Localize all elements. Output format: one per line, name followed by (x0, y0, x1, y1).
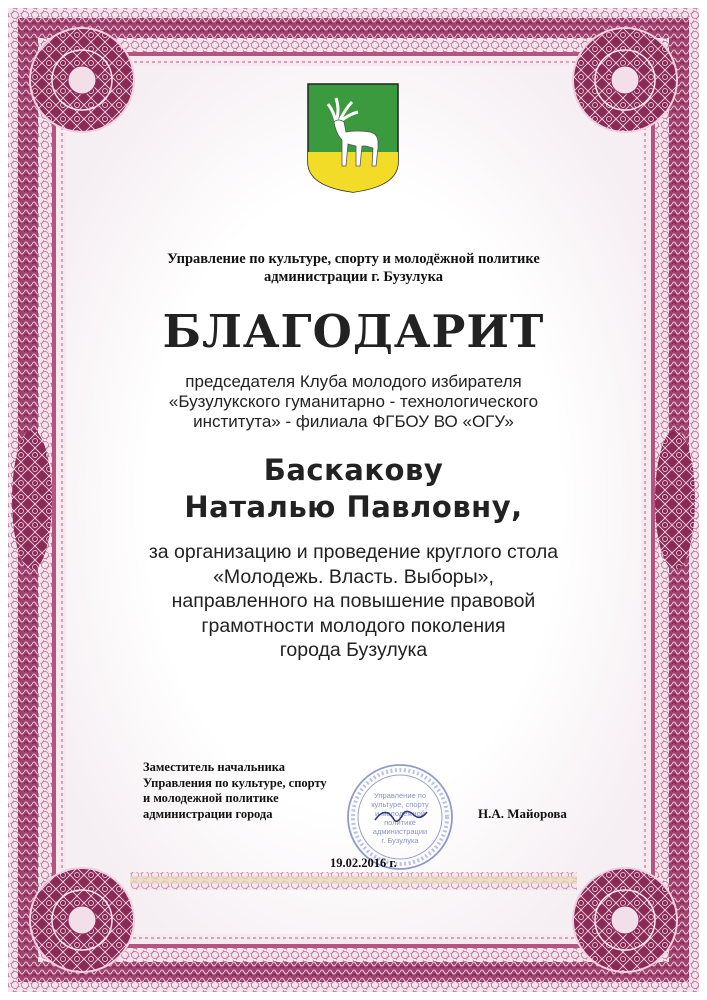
corner-rosette-top-left (30, 28, 134, 132)
coat-of-arms (306, 82, 400, 194)
stamp-text: культуре, спорту (371, 800, 429, 809)
reason-line: направленного на повышение правовой (171, 590, 536, 612)
signer-name: Н.А. Майорова (478, 806, 567, 821)
issue-date: 19.02.2016 г. (330, 856, 397, 870)
corner-rosette-top-right (573, 28, 677, 132)
signer-line: и молодежной политике (143, 791, 279, 805)
stamp-text: г. Бузулука (381, 836, 419, 845)
reason-line: за организацию и проведение круглого стола (148, 541, 559, 563)
signer-title (143, 760, 327, 822)
recipient-name (100, 452, 607, 526)
award-reason (110, 540, 597, 663)
side-medallion-left (12, 430, 52, 570)
reason-line: города Бузулука (279, 639, 428, 661)
stamp-text: Управление по (373, 791, 427, 800)
stamp-text: и молодёжной (375, 809, 425, 818)
issuer-line: Управление по культуре, спорту и молодёжной политике (167, 251, 540, 267)
stamp-text: администрации (372, 827, 428, 836)
position-line: «Бузулукского гуманитарно - технологического (168, 392, 539, 411)
recipient-position (120, 372, 587, 432)
corner-rosette-bottom-right (573, 868, 677, 972)
certificate-title: БЛАГОДАРИТ (162, 305, 545, 358)
issuer-line: администрации г. Бузулука (263, 269, 444, 285)
issuer-header (100, 250, 607, 286)
signer-line: администрации города (143, 806, 273, 821)
corner-rosette-bottom-left (30, 868, 134, 972)
side-medallion-right (655, 430, 695, 570)
signer-line: Заместитель начальника (143, 760, 286, 774)
signer-line: Управления по культуре, спорту (143, 775, 327, 790)
reason-line: «Молодежь. Власть. Выборы», (213, 565, 494, 588)
stamp-text: политике (384, 818, 416, 827)
position-line: института» - филиала ФГБОУ ВО «ОГУ» (193, 412, 514, 431)
recipient-given-names: Наталью Павловну, (184, 490, 523, 524)
reason-line: грамотности молодого поколения (201, 614, 506, 637)
position-line: председателя Клуба молодого избирателя (185, 372, 522, 391)
recipient-surname: Баскакову (263, 453, 444, 487)
